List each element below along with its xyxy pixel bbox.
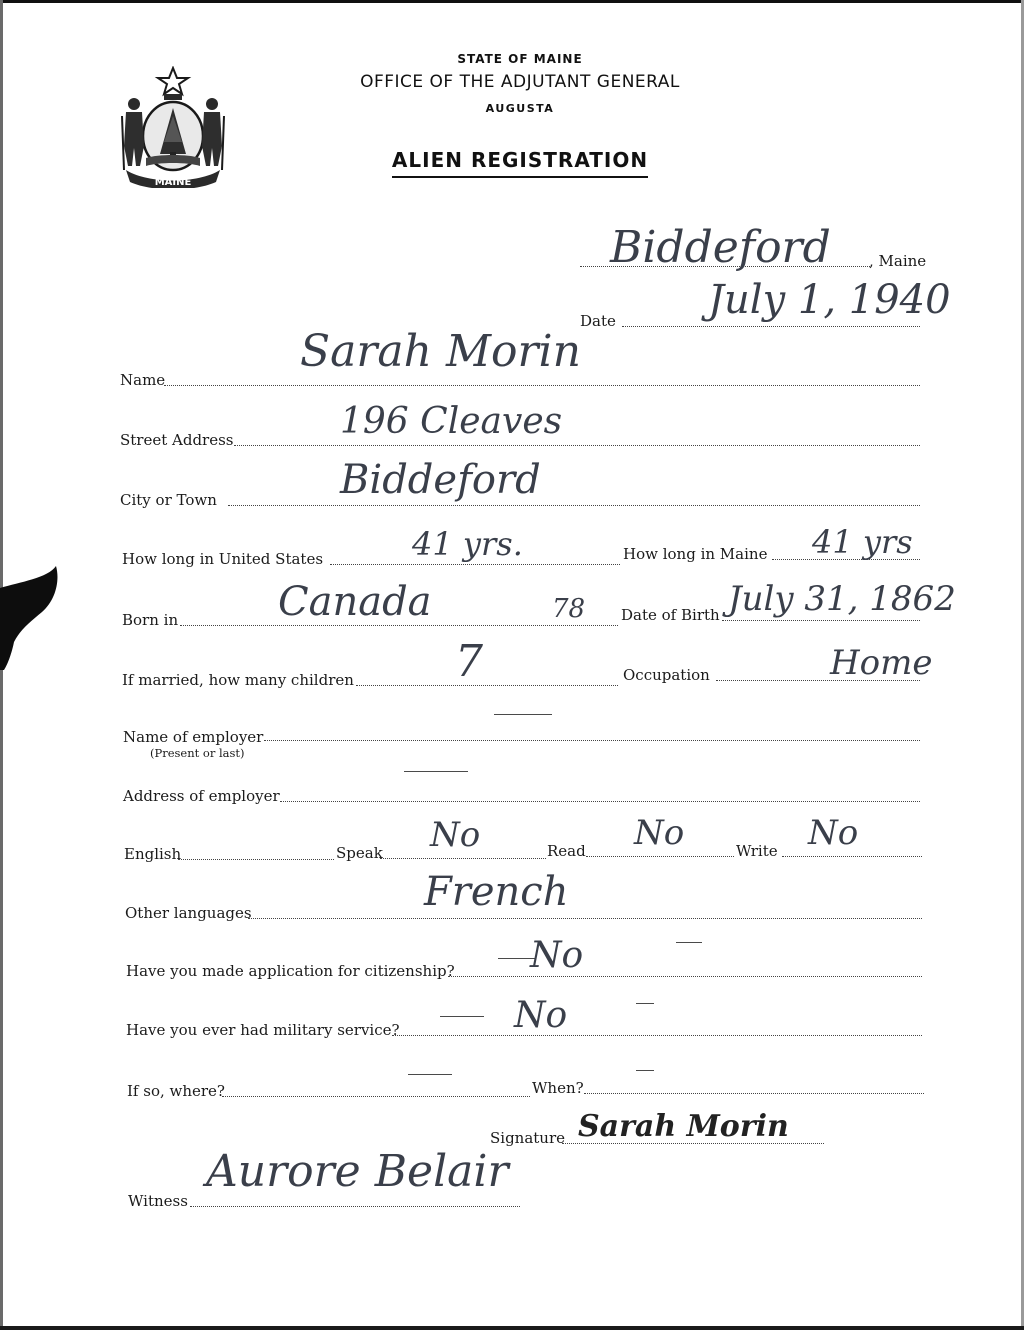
citizenship-label: Have you made application for citizenship? <box>126 962 455 980</box>
children-value: 7 <box>455 636 483 687</box>
maine-seal-icon <box>118 66 228 188</box>
citizenship-line <box>448 976 922 977</box>
employer-address-line <box>280 801 920 802</box>
citizenship-dash-right <box>676 942 702 943</box>
when-label: When? <box>532 1079 584 1097</box>
speak-label: Speak <box>336 844 383 862</box>
date-line <box>622 326 920 327</box>
speak-line <box>380 858 546 859</box>
city-line <box>228 505 920 506</box>
other-languages-value: French <box>424 869 569 915</box>
write-value: No <box>808 813 859 853</box>
read-line <box>586 856 734 857</box>
where-line <box>222 1096 530 1097</box>
born-in-label: Born in <box>122 611 179 629</box>
speak-value: No <box>430 815 481 855</box>
page-title: ALIEN REGISTRATION <box>0 148 1024 172</box>
citizenship-value: No <box>530 935 584 976</box>
military-label: Have you ever had military service? <box>126 1021 400 1039</box>
scan-border-bottom <box>0 1326 1024 1330</box>
where-dash <box>408 1074 452 1075</box>
read-value: No <box>634 813 685 853</box>
employer-dash <box>494 714 552 715</box>
dob-value: July 31, 1862 <box>728 579 956 619</box>
military-line <box>392 1035 922 1036</box>
how-long-us-line <box>330 564 620 565</box>
name-value: Sarah Morin <box>300 326 581 377</box>
witness-value: Aurore Belair <box>206 1146 509 1197</box>
children-label: If married, how many children <box>122 671 354 689</box>
military-dash-left <box>440 1016 484 1017</box>
dob-line <box>722 620 920 621</box>
employer-sublabel: (Present or last) <box>150 746 245 760</box>
children-line <box>356 685 618 686</box>
age-value: 78 <box>552 594 586 624</box>
write-line <box>782 856 922 857</box>
read-label: Read <box>547 842 586 860</box>
born-in-value: Canada <box>278 579 432 625</box>
occupation-value: Home <box>830 643 933 683</box>
city-value: Biddeford <box>340 457 541 503</box>
office-heading: OFFICE OF THE ADJUTANT GENERAL <box>360 72 680 92</box>
military-value: No <box>514 995 568 1036</box>
street-line <box>234 445 920 446</box>
witness-line <box>190 1206 520 1207</box>
how-long-maine-label: How long in Maine <box>623 545 768 563</box>
english-label: English <box>124 845 182 863</box>
how-long-us-value: 41 yrs. <box>412 525 523 563</box>
place-value: Biddeford <box>610 222 831 273</box>
maine-suffix: , Maine <box>869 252 927 270</box>
street-value: 196 Cleaves <box>340 401 563 442</box>
how-long-maine-value: 41 yrs <box>812 523 913 561</box>
military-dash-right <box>636 1003 654 1004</box>
street-label: Street Address <box>120 431 234 449</box>
signature-label: Signature <box>490 1129 566 1147</box>
witness-label: Witness <box>128 1192 188 1210</box>
other-languages-line <box>248 918 922 919</box>
date-value: July 1, 1940 <box>708 277 951 323</box>
english-line <box>178 859 334 860</box>
city-label: City or Town <box>120 491 217 509</box>
dob-label: Date of Birth <box>621 606 720 624</box>
employer-label: Name of employer <box>123 728 264 746</box>
how-long-us-label: How long in United States <box>122 550 324 568</box>
born-in-line <box>180 625 618 626</box>
when-dash <box>636 1070 654 1071</box>
other-languages-label: Other languages <box>125 904 252 922</box>
city-heading: AUGUSTA <box>485 102 555 115</box>
name-label: Name <box>120 371 166 389</box>
seal-ribbon-text: MAINE <box>154 177 192 188</box>
employer-address-label: Address of employer <box>123 787 280 805</box>
where-label: If so, where? <box>127 1082 225 1100</box>
signature-value: Sarah Morin <box>578 1109 789 1144</box>
write-label: Write <box>736 842 778 860</box>
scan-border-top <box>0 0 1024 3</box>
employer-line <box>264 740 920 741</box>
state-heading: STATE OF MAINE <box>457 52 583 66</box>
when-line <box>584 1093 924 1094</box>
ink-blot <box>0 560 60 670</box>
occupation-label: Occupation <box>623 666 710 684</box>
name-line <box>164 385 920 386</box>
date-label: Date <box>580 312 616 330</box>
employer-address-dash <box>404 771 468 772</box>
